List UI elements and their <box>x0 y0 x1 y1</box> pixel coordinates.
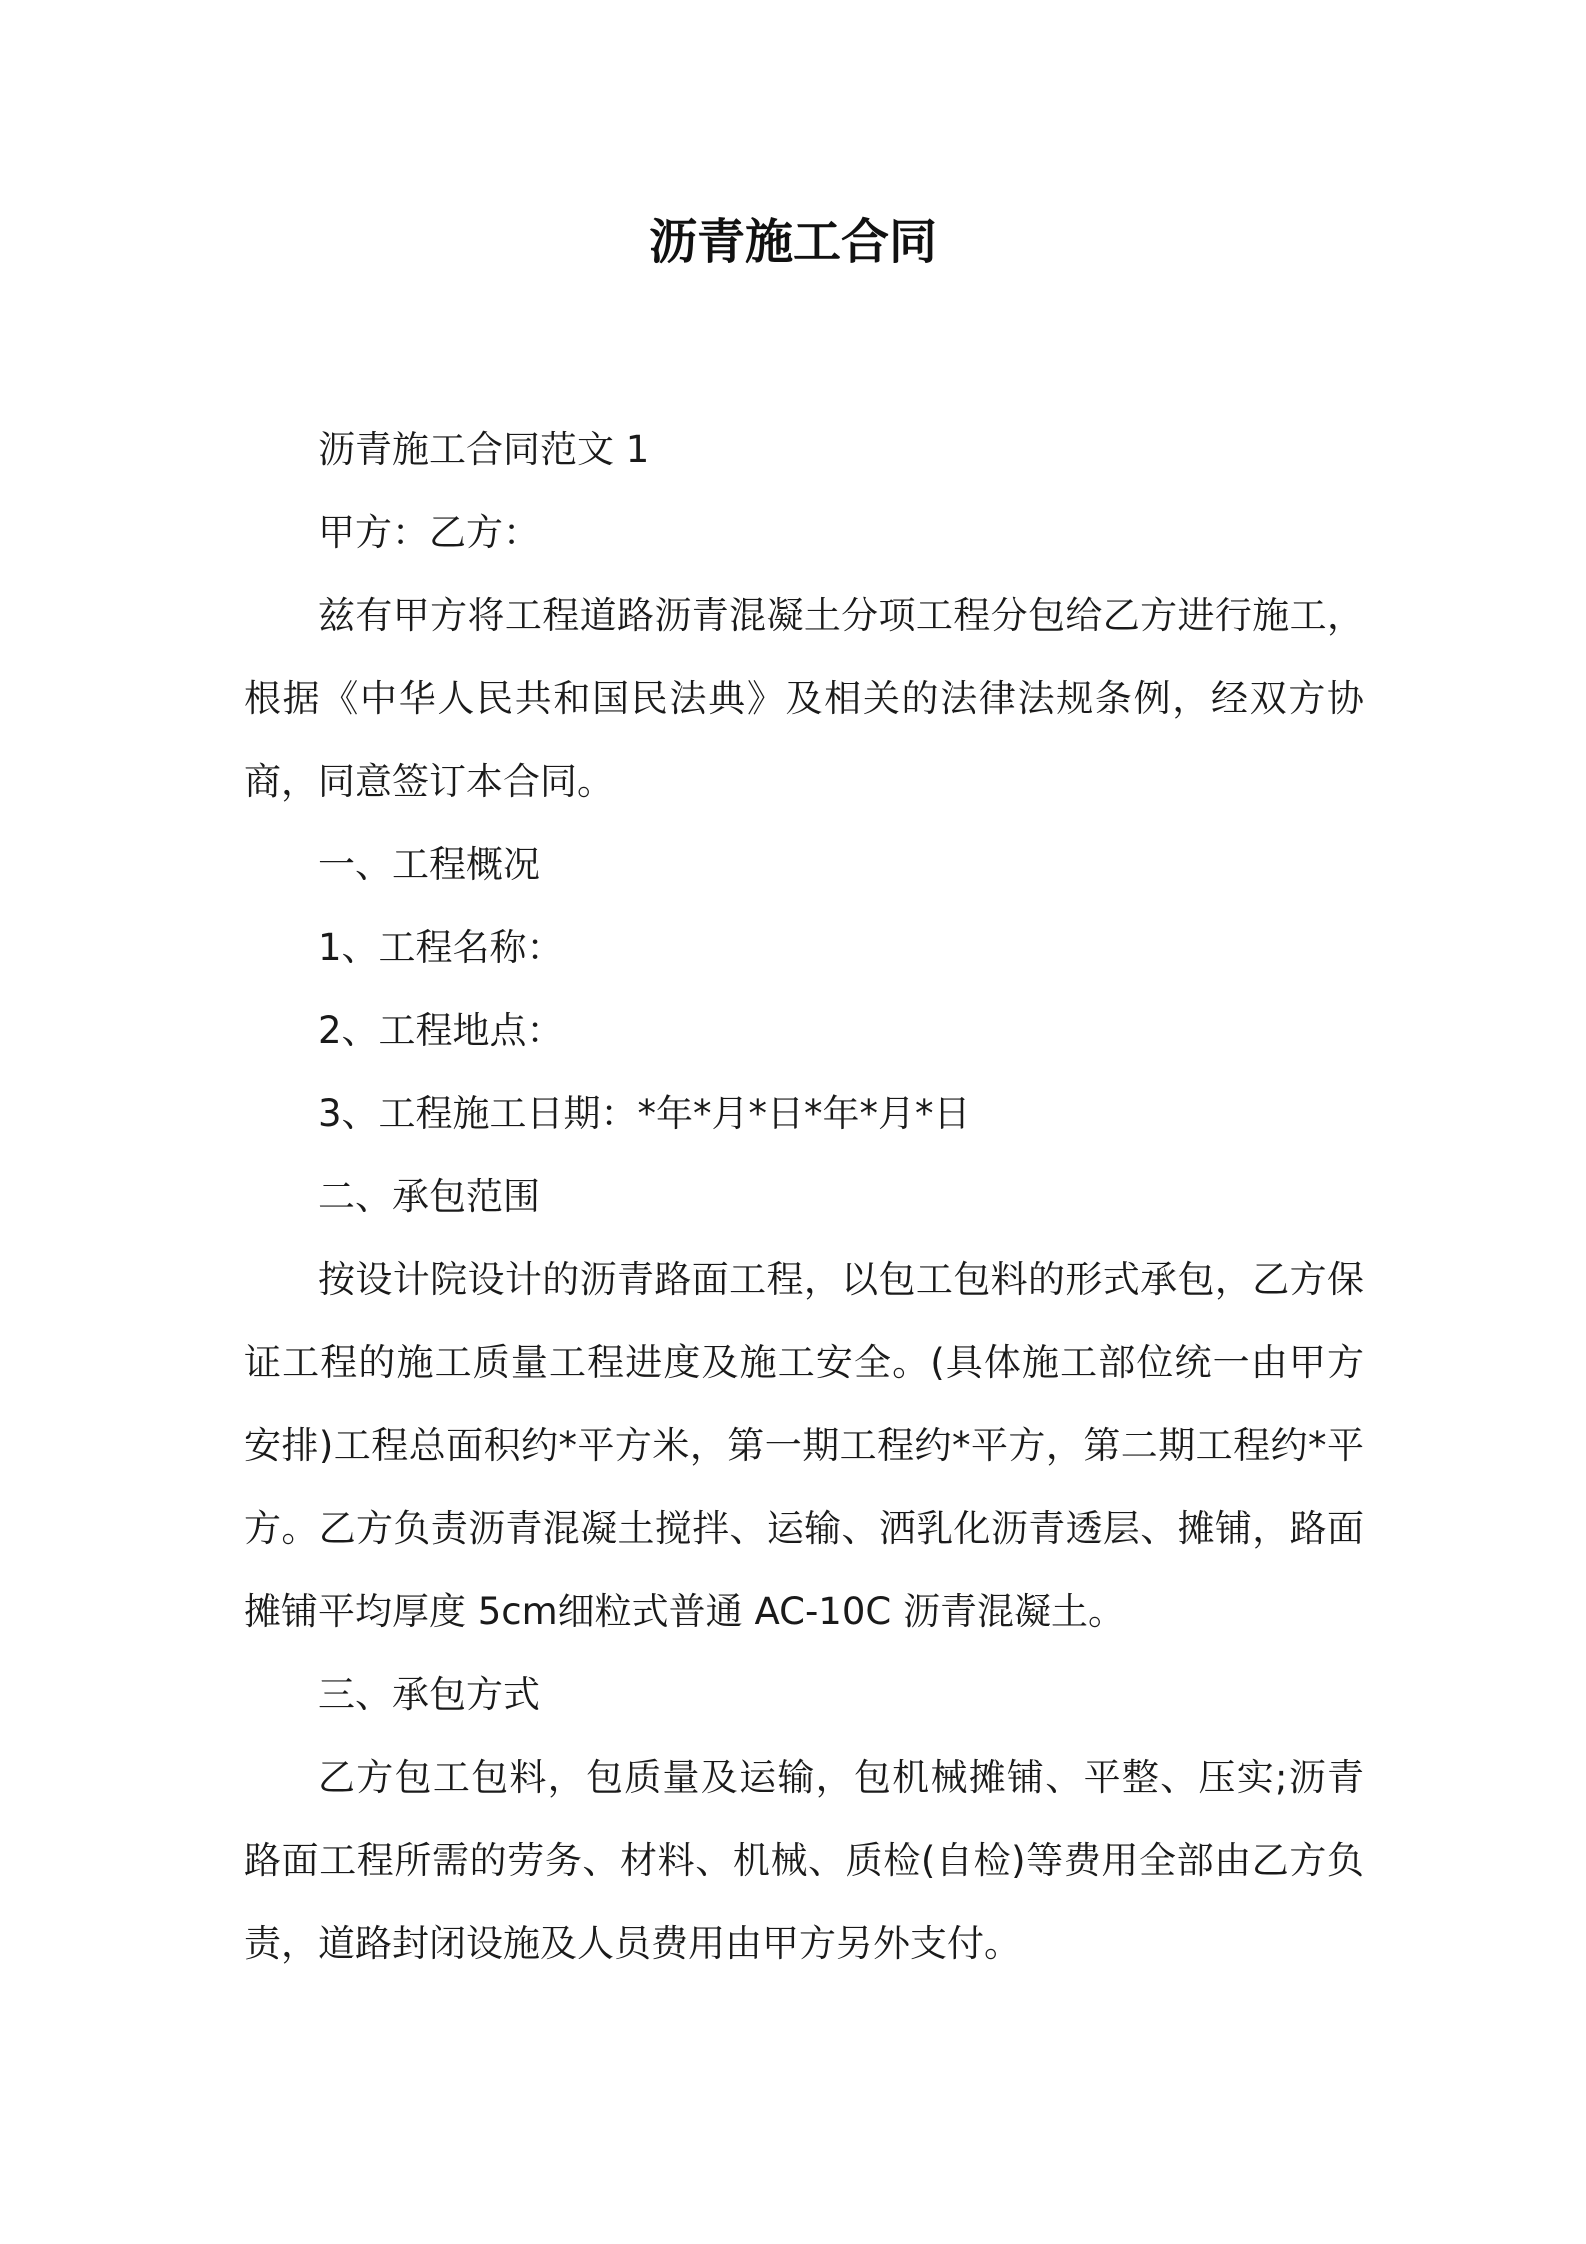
paragraph-project-location: 2、工程地点： <box>318 1009 564 1052</box>
document-body <box>244 408 1364 1985</box>
paragraph-method: 乙方包工包料，包质量及运输，包机械摊铺、平整、压实;沥青路面工程所需的劳务、材料、机械、质检(自检)等费用全部由乙方负责，道路封闭设施及人员费用由甲方另外支付。 <box>244 1756 1364 1965</box>
paragraph-scope: 按设计院设计的沥青路面工程，以包工包料的形式承包，乙方保证工程的施工质量工程进度及施工安全。(具体施工部位统一由甲方安排)工程总面积约*平方米，第一期工程约*平方，第二期工程约*平方。乙方负责沥青混凝土搅拌、运输、洒乳化沥青透层、摊铺，路面摊铺平均厚度 5cm细粒式普通 AC-10C 沥青混凝土。 <box>244 1258 1364 1633</box>
paragraph-project-dates: 3、工程施工日期：*年*月*日*年*月*日 <box>318 1092 971 1135</box>
paragraph-project-name: 1、工程名称： <box>318 926 564 969</box>
section-heading-scope: 二、承包范围 <box>318 1175 540 1218</box>
paragraph-preamble: 兹有甲方将工程道路沥青混凝土分项工程分包给乙方进行施工，根据《中华人民共和国民法典》及相关的法律法规条例，经双方协商，同意签订本合同。 <box>244 594 1364 803</box>
section-heading-overview: 一、工程概况 <box>318 843 540 886</box>
section-heading-method: 三、承包方式 <box>318 1673 540 1716</box>
document-title: 沥青施工合同 <box>648 214 937 270</box>
paragraph-subtitle: 沥青施工合同范文 1 <box>318 428 650 471</box>
paragraph-parties: 甲方：乙方： <box>318 511 540 554</box>
